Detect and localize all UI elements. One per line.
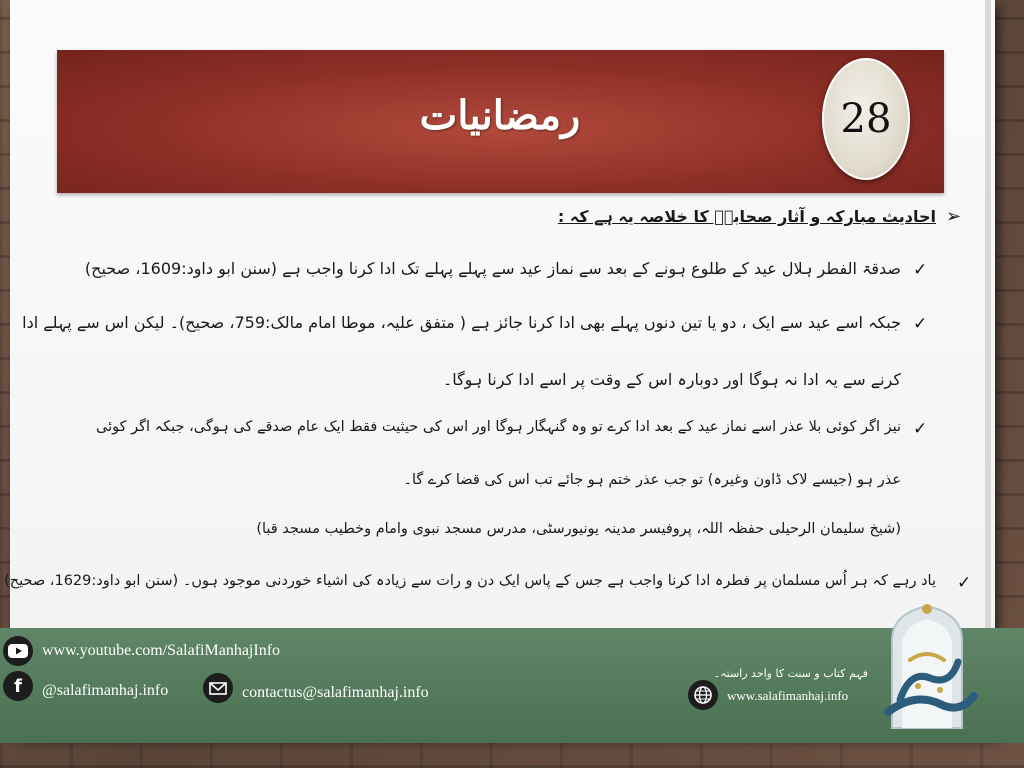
point-3-line-1: نیز اگر کوئی بلا عذر اسے نماز عید کے بعد ادا کرے تو وہ گنہگار ہوگا اور اس کی حیثیت فقط ایک عام صدقے کی ہوگی، جبکہ اگر کوئی xyxy=(96,419,901,435)
salafi-manhaj-logo xyxy=(870,600,985,730)
website-link[interactable]: www.salafimanhaj.info xyxy=(727,688,849,703)
point-2-line-1: جبکہ اسے عید سے ایک ، دو یا تین دنوں پہلے بھی ادا کرنا جائز ہے ( متفق علیہ، موطا امام مالک:759، صحیح)۔ لیکن اس سے پہلے ادا xyxy=(22,313,901,332)
globe-icon[interactable] xyxy=(688,680,718,710)
point-4-line-1: یاد رہے کہ ہر اُس مسلمان پر فطرہ ادا کرنا واجب ہے جس کے پاس ایک دن و رات سے زیادہ کی اشیاء خوردنی موجود ہوں۔ (سنن ابو داود:1629، صحیح) xyxy=(4,573,936,589)
checkmark-icon: ✓ xyxy=(957,573,972,593)
arrow-bullet-icon: ➢ xyxy=(946,206,962,227)
tagline: فہم کتاب و سنت کا واحد راستہ۔ xyxy=(713,667,868,680)
email-link[interactable]: contactus@salafimanhaj.info xyxy=(242,684,429,701)
mail-icon[interactable] xyxy=(203,673,233,703)
facebook-handle[interactable]: @salafimanhaj.info xyxy=(42,682,169,699)
point-3-line-2: عذر ہو (جیسے لاک ڈاون وغیرہ) تو جب عذر ختم ہو جائے تب اس کی قضا کرے گا۔ xyxy=(403,472,901,488)
point-3-citation: (شیخ سلیمان الرحیلی حفظہ اللہ، پروفیسر مدینہ یونیورسٹی، مدرس مسجد نبوی وامام وخطیب مسجد قبا) xyxy=(256,521,901,537)
slide-title: رمضانیات xyxy=(419,92,581,139)
slide-number-badge: 28 xyxy=(822,58,910,180)
paper-edge xyxy=(985,0,991,735)
checkmark-icon: ✓ xyxy=(913,260,928,280)
section-heading: احادیث مبارکہ و آثار صحابہؓ کا خلاصہ یہ ہے کہ : xyxy=(557,207,936,226)
youtube-link[interactable]: www.youtube.com/SalafiManhajInfo xyxy=(42,642,281,659)
point-1-line-1: صدقۃ الفطر ہلال عید کے طلوع ہونے کے بعد سے نماز عید سے پہلے پہلے تک ادا کرنا واجب ہے (سنن ابو داود:1609، صحیح) xyxy=(84,259,901,278)
checkmark-icon: ✓ xyxy=(913,419,928,439)
point-2-line-2: کرنے سے یہ ادا نہ ہوگا اور دوبارہ اس کے وقت پر اسے ادا کرنا ہوگا۔ xyxy=(442,370,901,389)
youtube-icon[interactable] xyxy=(3,636,33,666)
facebook-icon[interactable]: f xyxy=(3,671,33,701)
checkmark-icon: ✓ xyxy=(913,314,928,334)
